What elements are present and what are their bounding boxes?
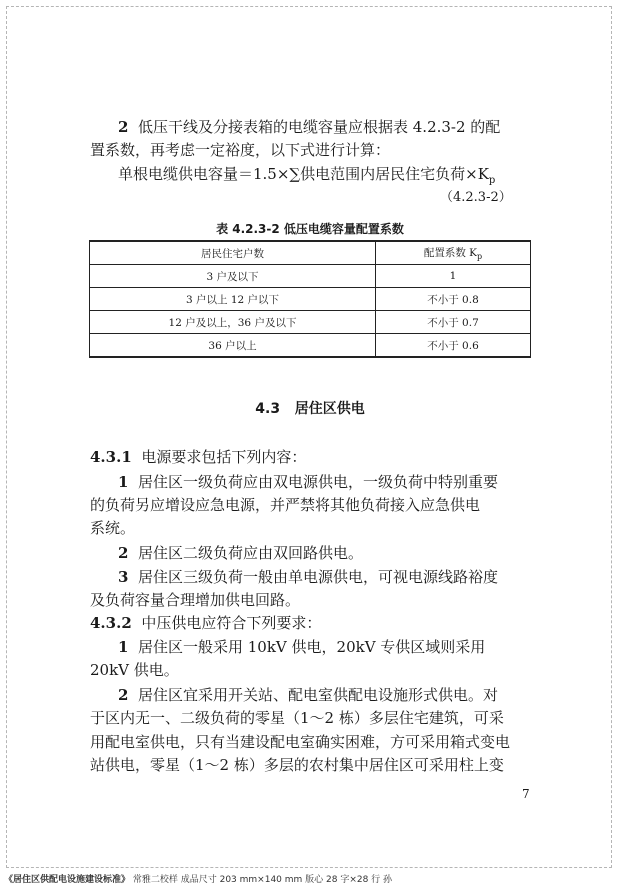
table-row (90, 334, 531, 358)
table-row (90, 288, 531, 311)
table-cell: 3 户及以下 (90, 265, 376, 288)
table-header-cell: 配置系数 $K_p$ (376, 241, 531, 265)
table-cell: 3 户以上 12 户以下 (90, 288, 376, 311)
clause-4-3-2-item1-line2: 20kV 供电。 (90, 661, 179, 679)
clause-4-3-2: 4.3.2 中压供电应符合下列要求： (90, 614, 322, 632)
table-header-row (90, 241, 531, 265)
table-cell: 不小于 0.7 (376, 311, 531, 334)
table-cell: 36 户以上 (90, 334, 376, 358)
section-heading: 4.3 居住区供电 (255, 401, 365, 417)
clause-4-3-2-item2-line2: 于区内无一、二级负荷的零星（1～2 栋）多层住宅建筑，可采 (90, 709, 504, 727)
table-cell: 不小于 0.6 (376, 334, 531, 358)
clause-4-3-1-item2: 2 居住区二级负荷应由双回路供电。 (118, 544, 363, 562)
clause-4-3-1-item1-line3: 系统。 (90, 519, 136, 537)
clause-4-3-2-item1-line1: 1 居住区一般采用 10kV 供电，20kV 专供区域则采用 (118, 638, 486, 656)
print-footer: 《居住区供配电设施建设标准》 常雅二校样 成品尺寸 203 mm×140 mm 版心 28 字×28 行 孙 (4, 875, 393, 885)
capacity-factor-table (89, 240, 531, 358)
clause-4-3-2-item2-line3: 用配电室供电，只有当建设配电室确实困难，方可采用箱式变电 (90, 733, 511, 751)
table-row (90, 311, 531, 334)
clause-4-3-2-item2-line1: 2 居住区宜采用开关站、配电室供配电设施形式供电。对 (118, 686, 498, 704)
formula-number: （4.2.3-2） (440, 190, 512, 205)
table-cell: 不小于 0.8 (376, 288, 531, 311)
clause-4-3-1-item3-line2: 及负荷容量合理增加供电回路。 (90, 591, 301, 609)
clause-4-3-1-item3-line1: 3 居住区三级负荷一般由单电源供电，可视电源线路裕度 (118, 568, 498, 586)
table-caption: 表 4.2.3-2 低压电缆容量配置系数 (216, 222, 404, 236)
clause-4-3-1-item1-line1: 1 居住区一级负荷应由双电源供电，一级负荷中特别重要 (118, 473, 498, 491)
para1-line2: 置系数，再考虑一定裕度，以下式进行计算： (90, 141, 391, 159)
table-row (90, 265, 531, 288)
table-cell: 1 (376, 265, 531, 288)
para1-line1: 2 低压干线及分接表箱的电缆容量应根据表 4.2.3-2 的配 (118, 118, 501, 136)
table-header-cell: 居民住宅户数 (90, 241, 376, 265)
clause-4-3-1-item1-line2: 的负荷另应增设应急电源，并严禁将其他负荷接入应急供电 (90, 496, 481, 514)
page-number: 7 (522, 787, 530, 801)
clause-4-3-1: 4.3.1 电源要求包括下列内容： (90, 448, 307, 466)
formula-line: 单根电缆供电容量＝1.5×∑供电范围内居民住宅负荷$\times K_p$ (118, 165, 496, 186)
clause-4-3-2-item2-line4: 站供电，零星（1～2 栋）多层的农村集中居住区可采用柱上变 (90, 756, 504, 774)
table-cell: 12 户及以上，36 户及以下 (90, 311, 376, 334)
